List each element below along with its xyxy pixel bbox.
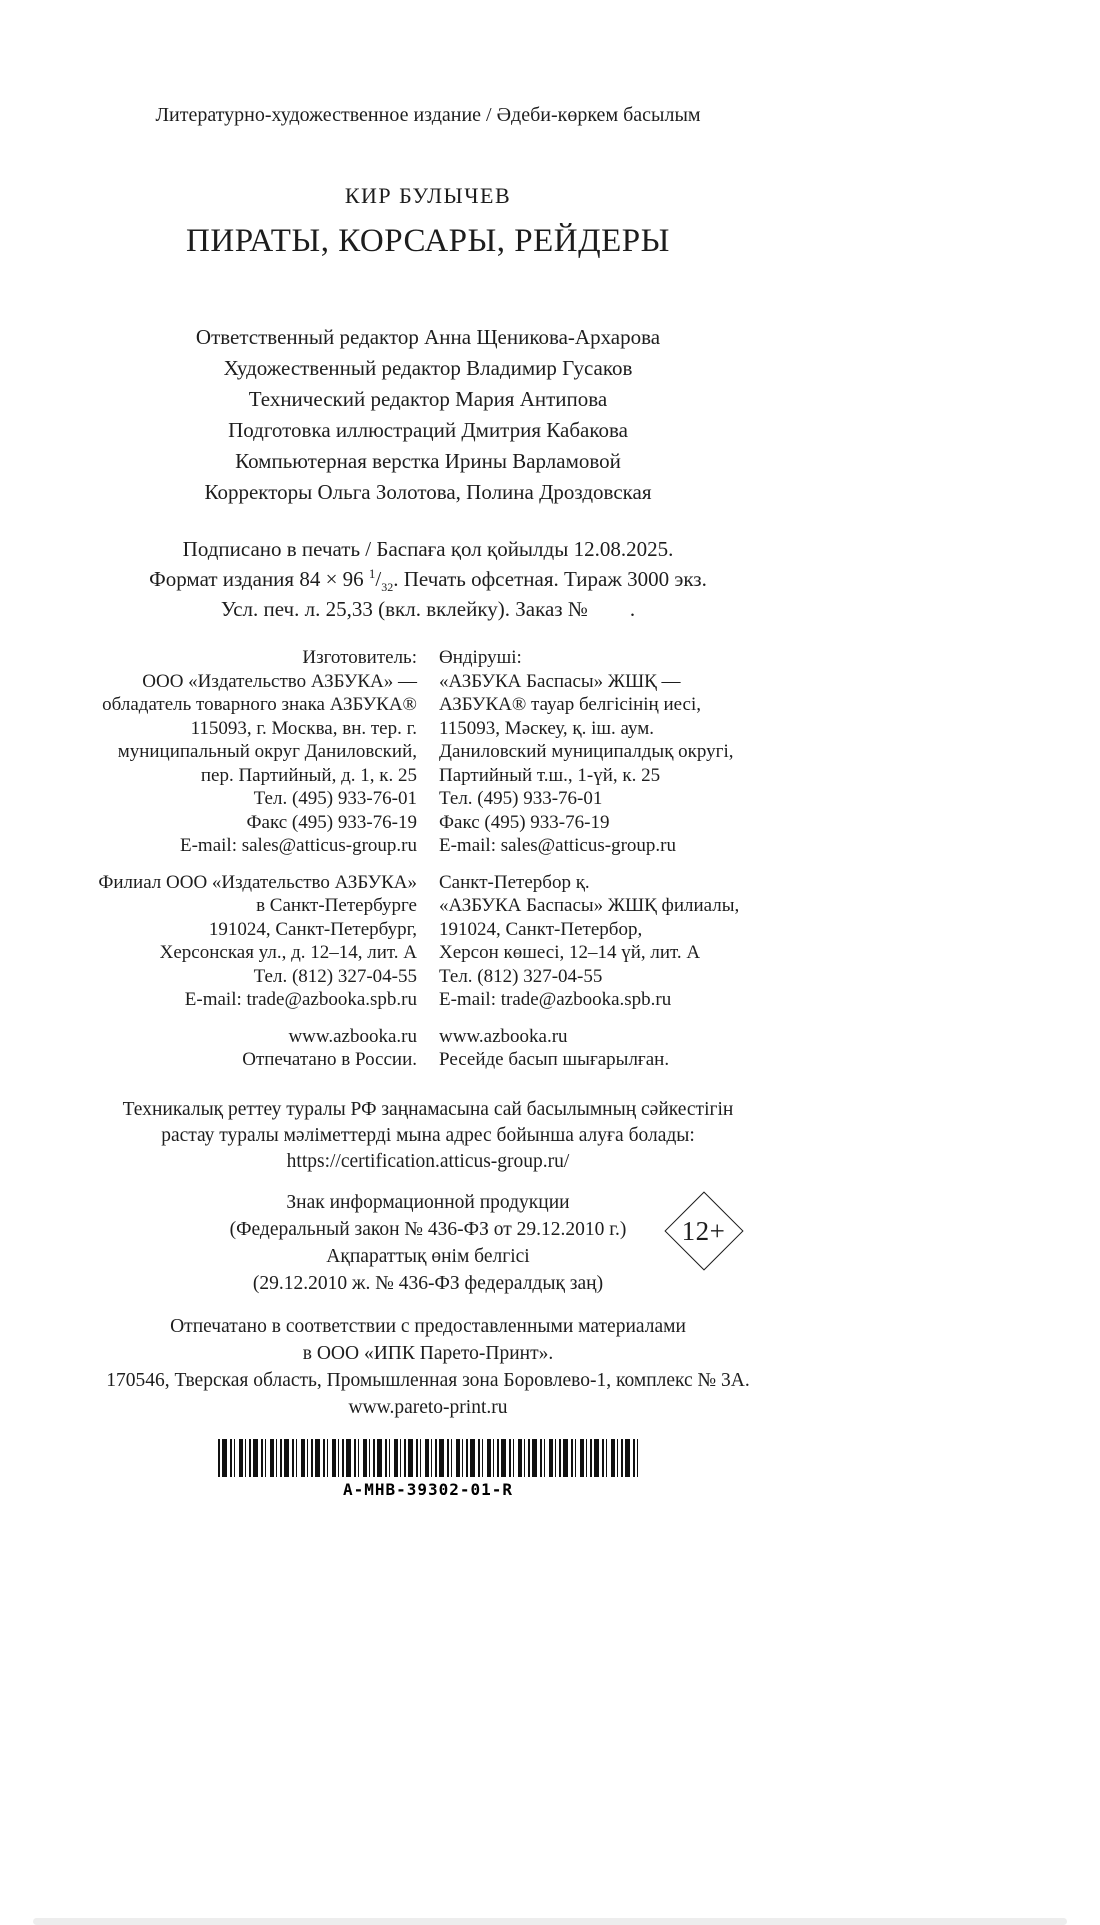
certification-notice xyxy=(58,1097,798,1175)
format-fraction-numerator: 1 xyxy=(368,566,376,581)
certification-line: растау туралы мәліметтерді мына адрес бойынша алуға болады: xyxy=(161,1124,695,1146)
printing-house-line: в ООО «ИПК Парето-Принт». xyxy=(302,1342,554,1364)
credit-line: Ответственный редактор Анна Щеникова-Архарова xyxy=(195,325,661,349)
book-title: ПИРАТЫ, КОРСАРЫ, РЕЙДЕРЫ xyxy=(186,223,670,259)
address-line: обладатель товарного знака АЗБУКА® xyxy=(102,694,417,715)
age-sign-line: (Федеральный закон № 436-ФЗ от 29.12.2010 г.) xyxy=(229,1218,627,1240)
site-block-kz xyxy=(439,1025,798,1072)
address-line: Партийный т.ш., 1-үй, к. 25 xyxy=(439,764,661,786)
address-line: АЗБУКА® тауар белгісінің иесі, xyxy=(439,694,701,715)
printing-house-line: 170546, Тверская область, Промышленная зона Боровлево-1, комплекс № 3А. xyxy=(106,1369,750,1391)
address-line: ООО «Издательство АЗБУКА» — xyxy=(142,670,417,692)
age-sign-line: (29.12.2010 ж. № 436-ФЗ федералдық заң) xyxy=(252,1272,604,1294)
barcode-block xyxy=(58,1439,798,1499)
certification-line: Техникалық реттеу туралы РФ заңнамасына сай басылымның сәйкестігін xyxy=(122,1098,734,1120)
address-line: Херсон көшесі, 12–14 үй, лит. А xyxy=(439,942,701,963)
certification-url: https://certification.atticus-group.ru/ xyxy=(286,1150,570,1172)
credit-line: Технический редактор Мария Антипова xyxy=(248,387,608,411)
email-line: E-mail: trade@azbooka.spb.ru xyxy=(439,989,672,1010)
format-prefix: Формат издания 84 × 96 xyxy=(149,567,369,591)
manufacturer-block-ru xyxy=(58,646,417,858)
printing-house-url: www.pareto-print.ru xyxy=(348,1396,508,1418)
printed-in-line: Отпечатано в России. xyxy=(242,1049,417,1070)
email-line: E-mail: sales@atticus-group.ru xyxy=(439,835,676,856)
author-name: КИР БУЛЫЧЕВ xyxy=(344,183,512,208)
address-line: 191024, Санкт-Петербор, xyxy=(439,918,643,940)
phone-line: Тел. (812) 327-04-55 xyxy=(253,965,417,987)
printing-house-block xyxy=(58,1313,798,1421)
format-suffix: . Печать офсетная. Тираж 3000 экз. xyxy=(393,567,707,591)
publisher-columns xyxy=(58,646,798,1085)
format-line xyxy=(58,564,798,594)
print-date-line: Подписано в печать / Баспаға қол қойылды 12.08.2025. xyxy=(182,537,674,561)
address-line: 115093, г. Москва, вн. тер. г. xyxy=(190,717,417,739)
printed-in-line: Ресейде басып шығарылған. xyxy=(439,1049,670,1070)
address-line: Херсонская ул., д. 12–14, лит. А xyxy=(159,942,417,963)
address-line: Филиал ООО «Издательство АЗБУКА» xyxy=(98,871,417,893)
barcode-image xyxy=(218,1439,638,1477)
branch-block-ru xyxy=(58,871,417,1012)
fax-line: Факс (495) 933-76-19 xyxy=(246,811,417,833)
staff-credits xyxy=(58,322,798,508)
format-fraction-slash: / xyxy=(375,567,382,591)
barcode-label: А-МНВ-39302-01-R xyxy=(342,1479,514,1499)
website-line: www.azbooka.ru xyxy=(439,1025,568,1047)
age-rating-value: 12+ xyxy=(682,1214,726,1245)
publisher-column-kazakh xyxy=(439,646,798,1085)
address-line: «АЗБУКА Баспасы» ЖШҚ филиалы, xyxy=(439,895,740,916)
manufacturer-block-kz xyxy=(439,646,798,858)
email-line: E-mail: sales@atticus-group.ru xyxy=(180,835,417,856)
address-line: 191024, Санкт-Петербург, xyxy=(208,918,417,940)
address-line: «АЗБУКА Баспасы» ЖШҚ — xyxy=(439,670,681,692)
address-line: пер. Партийный, д. 1, к. 25 xyxy=(200,764,417,786)
edition-type-line: Литературно-художественное издание / Әдеби-көркем басылым xyxy=(155,104,701,126)
age-sign-line: Знак информационной продукции xyxy=(286,1191,570,1213)
credit-line: Подготовка иллюстраций Дмитрия Кабакова xyxy=(228,418,628,442)
address-line: муниципальный округ Даниловский, xyxy=(117,741,417,762)
branch-block-kz xyxy=(439,871,798,1012)
address-line: Өндіруші: xyxy=(439,647,522,668)
address-line: в Санкт-Петербурге xyxy=(256,895,417,916)
email-line: E-mail: trade@azbooka.spb.ru xyxy=(184,989,417,1010)
age-sign-line: Ақпараттық өнім белгісі xyxy=(326,1245,530,1267)
credit-line: Художественный редактор Владимир Гусаков xyxy=(223,356,633,380)
page-bottom-edge xyxy=(33,1918,1067,1925)
address-line: Санкт-Петербор қ. xyxy=(439,871,590,893)
phone-line: Тел. (812) 327-04-55 xyxy=(439,965,603,987)
printing-house-line: Отпечатано в соответствии с предоставленными материалами xyxy=(170,1315,686,1337)
phone-line: Тел. (495) 933-76-01 xyxy=(253,788,417,809)
print-run-info xyxy=(58,534,798,624)
fax-line: Факс (495) 933-76-19 xyxy=(439,811,610,833)
address-line: Изготовитель: xyxy=(302,647,417,668)
age-rating-block xyxy=(58,1189,798,1297)
website-line: www.azbooka.ru xyxy=(288,1025,417,1047)
format-fraction-denominator: 32 xyxy=(381,580,394,595)
address-line: Даниловский муниципалдық округі, xyxy=(439,741,734,762)
site-block-ru xyxy=(58,1025,417,1072)
credit-line: Корректоры Ольга Золотова, Полина Дроздовская xyxy=(204,480,652,504)
colophon-content xyxy=(58,0,798,1499)
phone-line: Тел. (495) 933-76-01 xyxy=(439,788,603,809)
order-line: Усл. печ. л. 25,33 (вкл. вклейку). Заказ № . xyxy=(220,597,636,621)
publisher-column-russian xyxy=(58,646,417,1085)
address-line: 115093, Мәскеу, қ. іш. аум. xyxy=(439,717,655,739)
credit-line: Компьютерная верстка Ирины Варламовой xyxy=(235,449,621,473)
